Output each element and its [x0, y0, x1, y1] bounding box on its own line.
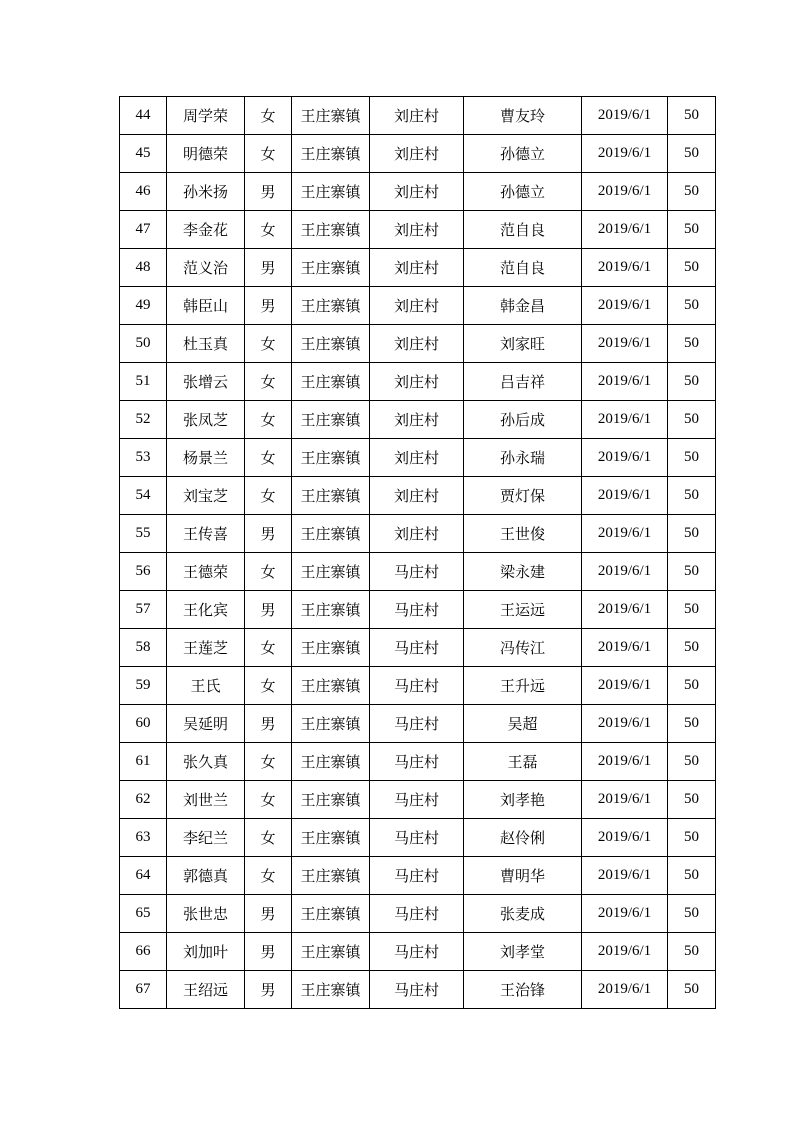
contact-name-cell: 王升远 [464, 667, 582, 705]
amount-cell: 50 [668, 249, 716, 287]
gender-cell: 女 [245, 667, 292, 705]
contact-name-cell: 梁永建 [464, 553, 582, 591]
town-cell: 王庄寨镇 [292, 439, 370, 477]
contact-name-cell: 吴超 [464, 705, 582, 743]
date-cell: 2019/6/1 [582, 933, 668, 971]
contact-name-cell: 刘家旺 [464, 325, 582, 363]
town-cell: 王庄寨镇 [292, 211, 370, 249]
table-row [120, 173, 716, 211]
contact-name-cell: 范自良 [464, 249, 582, 287]
gender-cell: 女 [245, 211, 292, 249]
table-row [120, 211, 716, 249]
gender-cell: 女 [245, 743, 292, 781]
date-cell: 2019/6/1 [582, 249, 668, 287]
row-number-cell: 66 [120, 933, 167, 971]
contact-name-cell: 张麦成 [464, 895, 582, 933]
contact-name-cell: 赵伶俐 [464, 819, 582, 857]
date-cell: 2019/6/1 [582, 363, 668, 401]
amount-cell: 50 [668, 553, 716, 591]
gender-cell: 女 [245, 819, 292, 857]
village-cell: 马庄村 [370, 781, 464, 819]
gender-cell: 男 [245, 173, 292, 211]
name-cell: 张凤芝 [167, 401, 245, 439]
contact-name-cell: 孙德立 [464, 173, 582, 211]
table-row [120, 477, 716, 515]
name-cell: 杜玉真 [167, 325, 245, 363]
table-row [120, 515, 716, 553]
contact-name-cell: 王治锋 [464, 971, 582, 1009]
gender-cell: 女 [245, 439, 292, 477]
town-cell: 王庄寨镇 [292, 401, 370, 439]
amount-cell: 50 [668, 971, 716, 1009]
contact-name-cell: 王世俊 [464, 515, 582, 553]
name-cell: 韩臣山 [167, 287, 245, 325]
table-row [120, 971, 716, 1009]
town-cell: 王庄寨镇 [292, 363, 370, 401]
table-row [120, 553, 716, 591]
town-cell: 王庄寨镇 [292, 667, 370, 705]
contact-name-cell: 吕吉祥 [464, 363, 582, 401]
table-row [120, 895, 716, 933]
gender-cell: 女 [245, 629, 292, 667]
row-number-cell: 67 [120, 971, 167, 1009]
gender-cell: 女 [245, 553, 292, 591]
table-row [120, 97, 716, 135]
contact-name-cell: 曹友玲 [464, 97, 582, 135]
contact-name-cell: 孙后成 [464, 401, 582, 439]
row-number-cell: 53 [120, 439, 167, 477]
amount-cell: 50 [668, 819, 716, 857]
village-cell: 刘庄村 [370, 325, 464, 363]
contact-name-cell: 孙德立 [464, 135, 582, 173]
town-cell: 王庄寨镇 [292, 819, 370, 857]
date-cell: 2019/6/1 [582, 591, 668, 629]
name-cell: 王德荣 [167, 553, 245, 591]
roster-table-body [120, 97, 716, 1009]
name-cell: 张增云 [167, 363, 245, 401]
village-cell: 马庄村 [370, 971, 464, 1009]
amount-cell: 50 [668, 667, 716, 705]
table-row [120, 629, 716, 667]
village-cell: 马庄村 [370, 629, 464, 667]
amount-cell: 50 [668, 135, 716, 173]
gender-cell: 女 [245, 401, 292, 439]
name-cell: 刘宝芝 [167, 477, 245, 515]
date-cell: 2019/6/1 [582, 401, 668, 439]
town-cell: 王庄寨镇 [292, 97, 370, 135]
table-row [120, 933, 716, 971]
village-cell: 刘庄村 [370, 515, 464, 553]
gender-cell: 男 [245, 591, 292, 629]
town-cell: 王庄寨镇 [292, 591, 370, 629]
town-cell: 王庄寨镇 [292, 781, 370, 819]
row-number-cell: 62 [120, 781, 167, 819]
amount-cell: 50 [668, 515, 716, 553]
town-cell: 王庄寨镇 [292, 515, 370, 553]
village-cell: 刘庄村 [370, 249, 464, 287]
name-cell: 明德荣 [167, 135, 245, 173]
row-number-cell: 58 [120, 629, 167, 667]
town-cell: 王庄寨镇 [292, 173, 370, 211]
date-cell: 2019/6/1 [582, 629, 668, 667]
date-cell: 2019/6/1 [582, 819, 668, 857]
date-cell: 2019/6/1 [582, 515, 668, 553]
gender-cell: 男 [245, 933, 292, 971]
name-cell: 郭德真 [167, 857, 245, 895]
village-cell: 刘庄村 [370, 287, 464, 325]
date-cell: 2019/6/1 [582, 477, 668, 515]
village-cell: 马庄村 [370, 667, 464, 705]
gender-cell: 男 [245, 705, 292, 743]
town-cell: 王庄寨镇 [292, 629, 370, 667]
table-row [120, 819, 716, 857]
row-number-cell: 64 [120, 857, 167, 895]
town-cell: 王庄寨镇 [292, 287, 370, 325]
village-cell: 刘庄村 [370, 173, 464, 211]
amount-cell: 50 [668, 325, 716, 363]
name-cell: 王绍远 [167, 971, 245, 1009]
name-cell: 范义治 [167, 249, 245, 287]
gender-cell: 男 [245, 249, 292, 287]
row-number-cell: 51 [120, 363, 167, 401]
name-cell: 杨景兰 [167, 439, 245, 477]
date-cell: 2019/6/1 [582, 781, 668, 819]
date-cell: 2019/6/1 [582, 97, 668, 135]
date-cell: 2019/6/1 [582, 667, 668, 705]
contact-name-cell: 范自良 [464, 211, 582, 249]
table-row [120, 325, 716, 363]
table-row [120, 135, 716, 173]
village-cell: 马庄村 [370, 895, 464, 933]
village-cell: 刘庄村 [370, 211, 464, 249]
town-cell: 王庄寨镇 [292, 325, 370, 363]
row-number-cell: 48 [120, 249, 167, 287]
town-cell: 王庄寨镇 [292, 135, 370, 173]
table-row [120, 363, 716, 401]
table-row [120, 591, 716, 629]
contact-name-cell: 王磊 [464, 743, 582, 781]
table-row [120, 743, 716, 781]
village-cell: 刘庄村 [370, 439, 464, 477]
row-number-cell: 54 [120, 477, 167, 515]
amount-cell: 50 [668, 287, 716, 325]
date-cell: 2019/6/1 [582, 287, 668, 325]
village-cell: 刘庄村 [370, 363, 464, 401]
town-cell: 王庄寨镇 [292, 705, 370, 743]
amount-cell: 50 [668, 781, 716, 819]
contact-name-cell: 韩金昌 [464, 287, 582, 325]
date-cell: 2019/6/1 [582, 857, 668, 895]
table-row [120, 781, 716, 819]
date-cell: 2019/6/1 [582, 211, 668, 249]
town-cell: 王庄寨镇 [292, 971, 370, 1009]
town-cell: 王庄寨镇 [292, 743, 370, 781]
row-number-cell: 45 [120, 135, 167, 173]
amount-cell: 50 [668, 477, 716, 515]
date-cell: 2019/6/1 [582, 553, 668, 591]
contact-name-cell: 刘孝堂 [464, 933, 582, 971]
table-row [120, 249, 716, 287]
village-cell: 马庄村 [370, 819, 464, 857]
name-cell: 周学荣 [167, 97, 245, 135]
date-cell: 2019/6/1 [582, 325, 668, 363]
village-cell: 刘庄村 [370, 135, 464, 173]
name-cell: 王氏 [167, 667, 245, 705]
table-row [120, 705, 716, 743]
date-cell: 2019/6/1 [582, 971, 668, 1009]
town-cell: 王庄寨镇 [292, 857, 370, 895]
row-number-cell: 60 [120, 705, 167, 743]
row-number-cell: 61 [120, 743, 167, 781]
row-number-cell: 65 [120, 895, 167, 933]
amount-cell: 50 [668, 933, 716, 971]
amount-cell: 50 [668, 895, 716, 933]
contact-name-cell: 冯传江 [464, 629, 582, 667]
gender-cell: 女 [245, 135, 292, 173]
name-cell: 王传喜 [167, 515, 245, 553]
row-number-cell: 50 [120, 325, 167, 363]
name-cell: 孙米扬 [167, 173, 245, 211]
gender-cell: 女 [245, 477, 292, 515]
name-cell: 吴延明 [167, 705, 245, 743]
table-row [120, 857, 716, 895]
contact-name-cell: 刘孝艳 [464, 781, 582, 819]
date-cell: 2019/6/1 [582, 743, 668, 781]
village-cell: 刘庄村 [370, 401, 464, 439]
amount-cell: 50 [668, 439, 716, 477]
village-cell: 马庄村 [370, 743, 464, 781]
amount-cell: 50 [668, 743, 716, 781]
village-cell: 马庄村 [370, 591, 464, 629]
name-cell: 张久真 [167, 743, 245, 781]
amount-cell: 50 [668, 705, 716, 743]
village-cell: 马庄村 [370, 933, 464, 971]
gender-cell: 男 [245, 971, 292, 1009]
amount-cell: 50 [668, 211, 716, 249]
name-cell: 王化宾 [167, 591, 245, 629]
contact-name-cell: 贾灯保 [464, 477, 582, 515]
town-cell: 王庄寨镇 [292, 895, 370, 933]
gender-cell: 男 [245, 895, 292, 933]
village-cell: 刘庄村 [370, 477, 464, 515]
amount-cell: 50 [668, 591, 716, 629]
village-cell: 马庄村 [370, 857, 464, 895]
gender-cell: 男 [245, 287, 292, 325]
name-cell: 李纪兰 [167, 819, 245, 857]
contact-name-cell: 王运远 [464, 591, 582, 629]
row-number-cell: 47 [120, 211, 167, 249]
row-number-cell: 63 [120, 819, 167, 857]
amount-cell: 50 [668, 401, 716, 439]
name-cell: 刘加叶 [167, 933, 245, 971]
row-number-cell: 52 [120, 401, 167, 439]
date-cell: 2019/6/1 [582, 895, 668, 933]
village-cell: 马庄村 [370, 553, 464, 591]
amount-cell: 50 [668, 857, 716, 895]
table-row [120, 401, 716, 439]
row-number-cell: 55 [120, 515, 167, 553]
name-cell: 张世忠 [167, 895, 245, 933]
row-number-cell: 49 [120, 287, 167, 325]
contact-name-cell: 曹明华 [464, 857, 582, 895]
gender-cell: 女 [245, 363, 292, 401]
table-row [120, 287, 716, 325]
town-cell: 王庄寨镇 [292, 553, 370, 591]
village-cell: 马庄村 [370, 705, 464, 743]
gender-cell: 女 [245, 781, 292, 819]
date-cell: 2019/6/1 [582, 705, 668, 743]
row-number-cell: 59 [120, 667, 167, 705]
amount-cell: 50 [668, 363, 716, 401]
table-row [120, 667, 716, 705]
town-cell: 王庄寨镇 [292, 933, 370, 971]
gender-cell: 女 [245, 857, 292, 895]
amount-cell: 50 [668, 97, 716, 135]
town-cell: 王庄寨镇 [292, 249, 370, 287]
date-cell: 2019/6/1 [582, 439, 668, 477]
table-row [120, 439, 716, 477]
roster-table [119, 96, 716, 1009]
amount-cell: 50 [668, 173, 716, 211]
name-cell: 李金花 [167, 211, 245, 249]
row-number-cell: 46 [120, 173, 167, 211]
name-cell: 刘世兰 [167, 781, 245, 819]
row-number-cell: 44 [120, 97, 167, 135]
amount-cell: 50 [668, 629, 716, 667]
date-cell: 2019/6/1 [582, 173, 668, 211]
town-cell: 王庄寨镇 [292, 477, 370, 515]
row-number-cell: 57 [120, 591, 167, 629]
gender-cell: 女 [245, 97, 292, 135]
date-cell: 2019/6/1 [582, 135, 668, 173]
village-cell: 刘庄村 [370, 97, 464, 135]
contact-name-cell: 孙永瑞 [464, 439, 582, 477]
row-number-cell: 56 [120, 553, 167, 591]
gender-cell: 女 [245, 325, 292, 363]
name-cell: 王莲芝 [167, 629, 245, 667]
gender-cell: 男 [245, 515, 292, 553]
